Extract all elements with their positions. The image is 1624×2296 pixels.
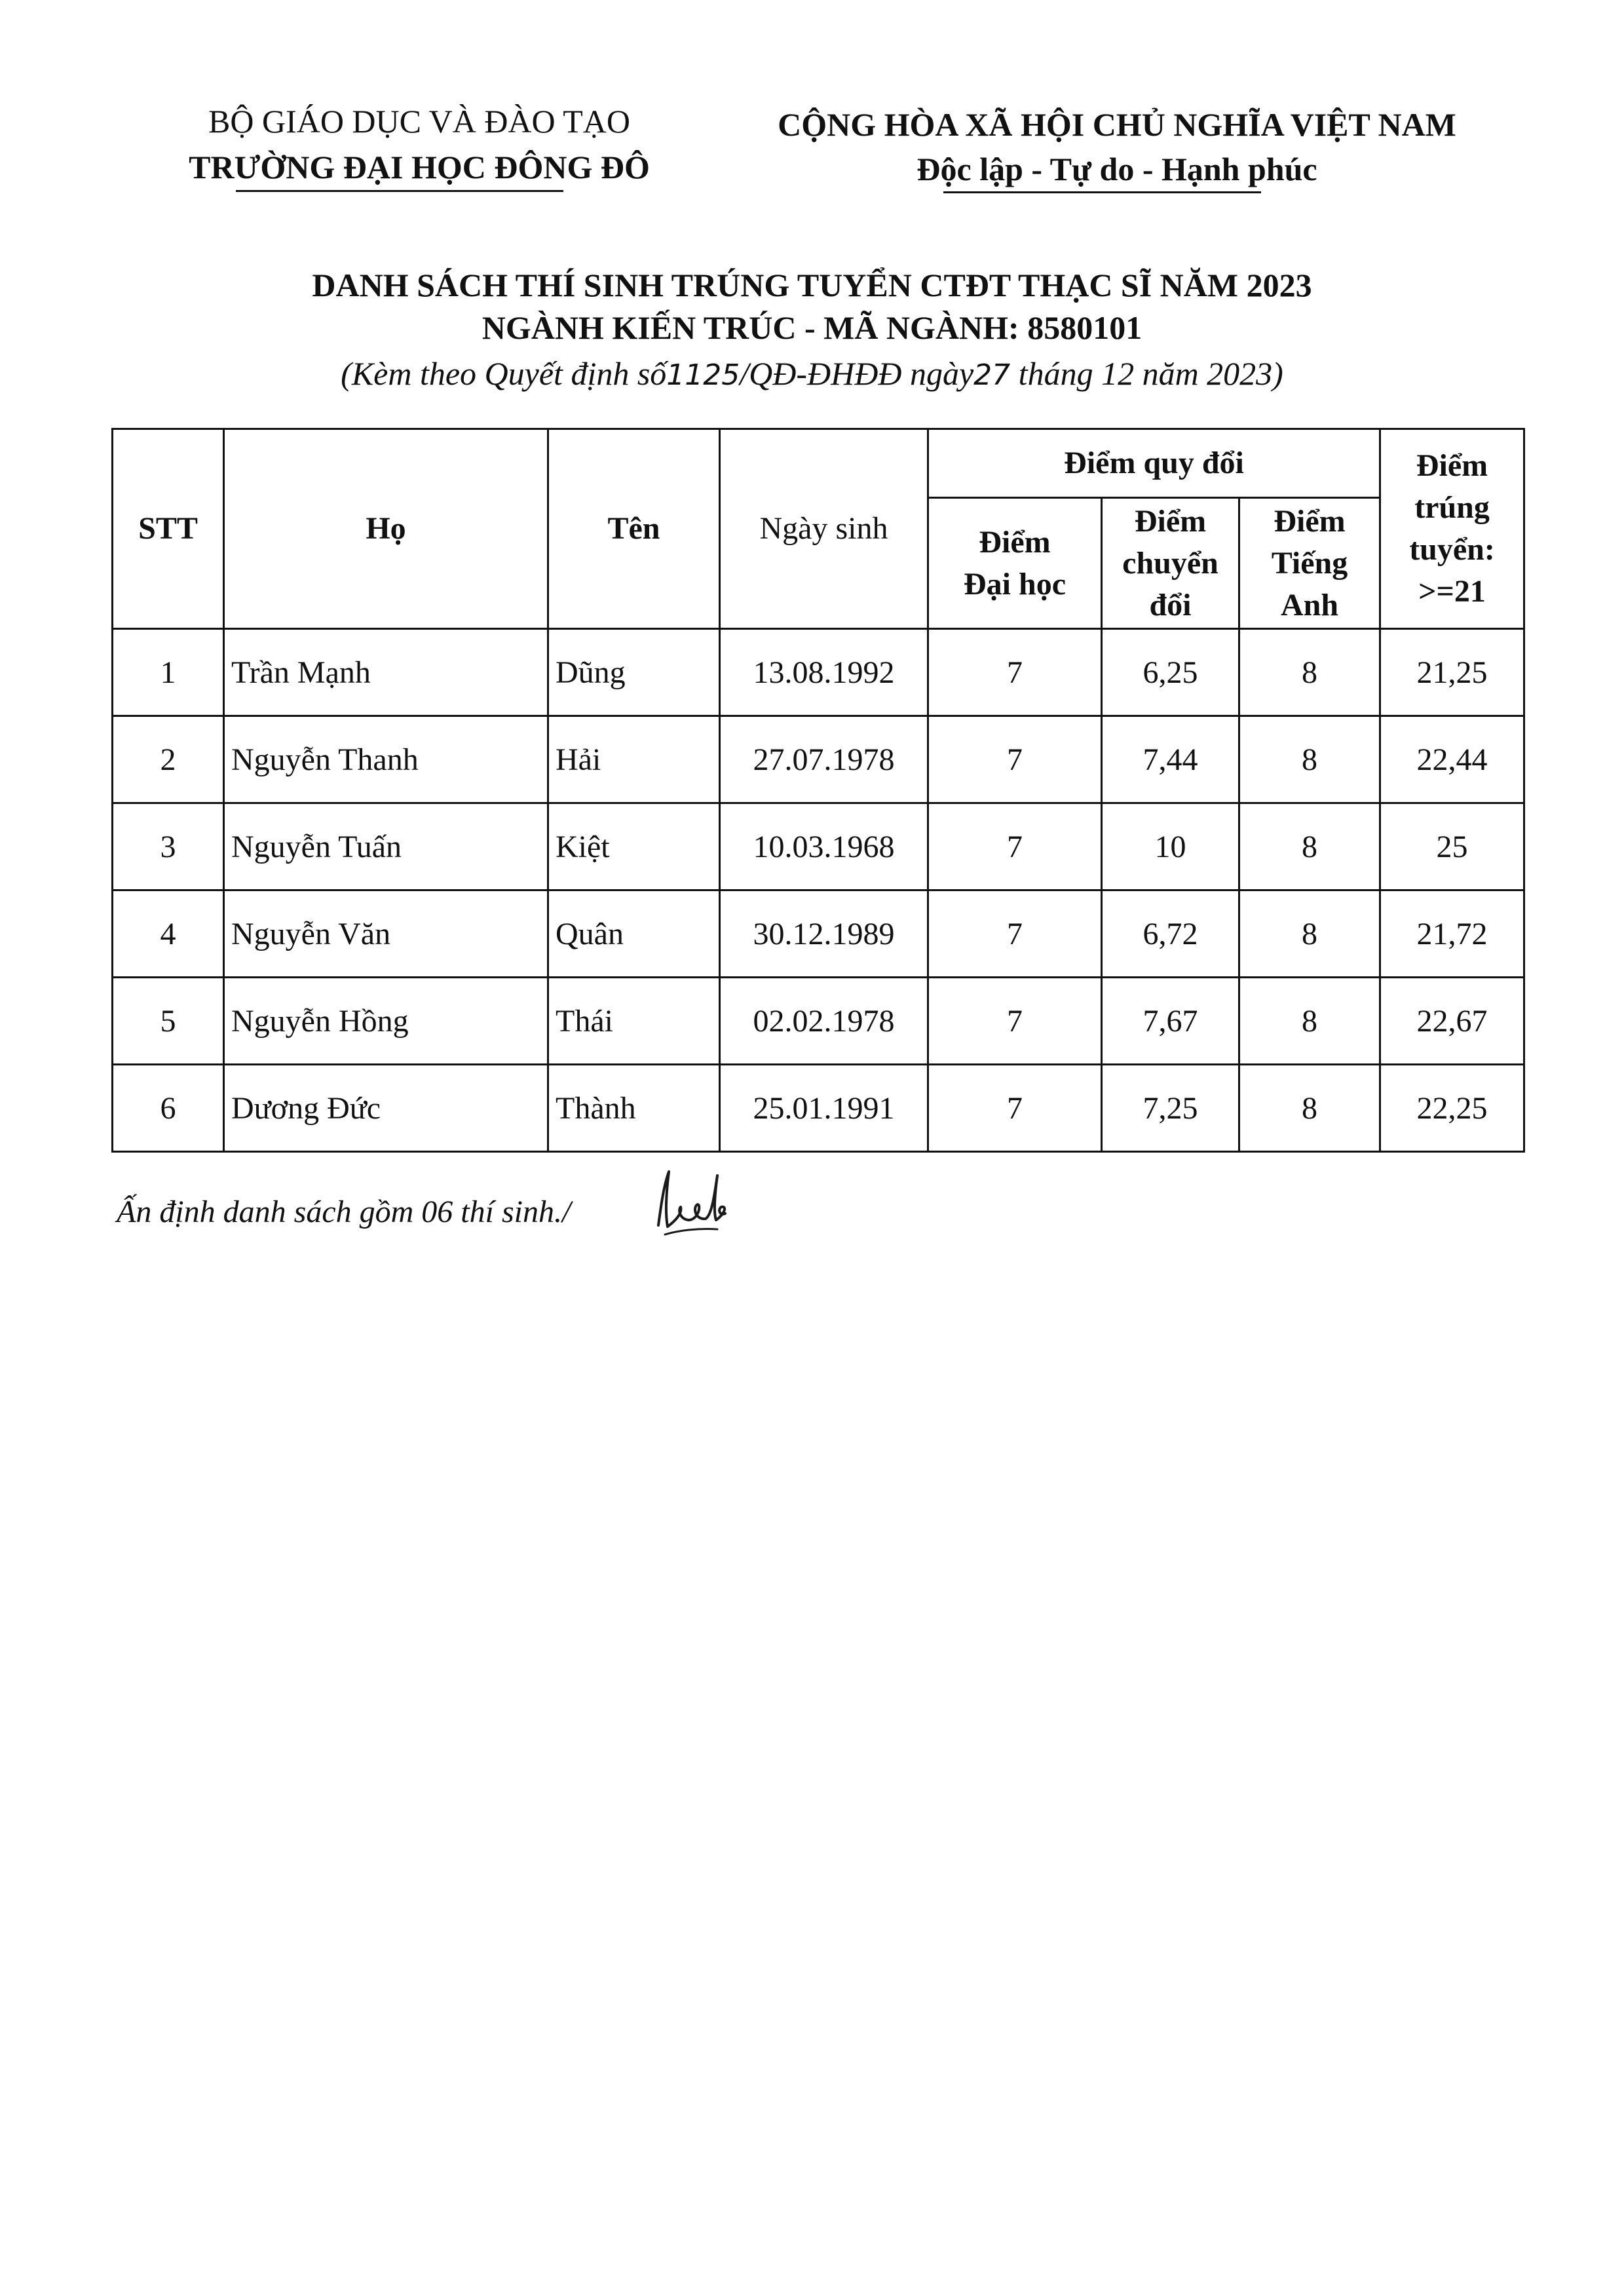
cell-ten: Quân: [548, 890, 720, 978]
header-diem-tieng-anh: Điểm Tiếng Anh: [1239, 498, 1380, 629]
country-name: CỘNG HÒA XÃ HỘI CHỦ NGHĨA VIỆT NAM: [778, 106, 1456, 143]
cell-ho: Nguyễn Tuấn: [224, 803, 548, 890]
cell-diem-trung-tuyen: 22,67: [1380, 978, 1524, 1065]
cell-diem-dai-hoc: 7: [928, 716, 1102, 803]
cell-diem-trung-tuyen: 25: [1380, 803, 1524, 890]
ministry-name: BỘ GIÁO DỤC VÀ ĐÀO TẠO: [208, 103, 630, 140]
cell-stt: 2: [113, 716, 224, 803]
header-ten: Tên: [548, 429, 720, 629]
cell-ngay-sinh: 13.08.1992: [720, 629, 928, 716]
document-title: DANH SÁCH THÍ SINH TRÚNG TUYỂN CTĐT THẠC SĨ NĂM 2023: [312, 267, 1312, 303]
university-underline: [236, 190, 563, 192]
cell-diem-chuyen-doi: 6,72: [1102, 890, 1239, 978]
cell-diem-tieng-anh: 8: [1239, 1065, 1380, 1152]
cell-ten: Hải: [548, 716, 720, 803]
cell-stt: 5: [113, 978, 224, 1065]
admission-table: [111, 428, 1525, 1153]
cell-ho: Nguyễn Thanh: [224, 716, 548, 803]
cell-diem-tieng-anh: 8: [1239, 978, 1380, 1065]
decision-number-handwritten: 1125: [666, 358, 740, 392]
cell-diem-tieng-anh: 8: [1239, 629, 1380, 716]
cell-stt: 4: [113, 890, 224, 978]
cell-diem-chuyen-doi: 7,25: [1102, 1065, 1239, 1152]
cell-diem-dai-hoc: 7: [928, 1065, 1102, 1152]
cell-stt: 1: [113, 629, 224, 716]
table-row: [113, 803, 1524, 890]
header-diem-quy-doi: Điểm quy đổi: [928, 429, 1380, 498]
cell-ngay-sinh: 10.03.1968: [720, 803, 928, 890]
decision-text-after: tháng 12 năm 2023): [1010, 355, 1283, 392]
table-row: [113, 629, 1524, 716]
decision-text-mid: /QĐ-ĐHĐĐ ngày: [740, 355, 974, 392]
cell-ten: Thái: [548, 978, 720, 1065]
cell-diem-dai-hoc: 7: [928, 629, 1102, 716]
document-subtitle: NGÀNH KIẾN TRÚC - MÃ NGÀNH: 8580101: [482, 309, 1142, 346]
cell-diem-trung-tuyen: 22,25: [1380, 1065, 1524, 1152]
cell-ho: Nguyễn Văn: [224, 890, 548, 978]
table-row: [113, 1065, 1524, 1152]
cell-diem-chuyen-doi: 10: [1102, 803, 1239, 890]
cell-ngay-sinh: 25.01.1991: [720, 1065, 928, 1152]
cell-diem-chuyen-doi: 7,67: [1102, 978, 1239, 1065]
cell-ngay-sinh: 27.07.1978: [720, 716, 928, 803]
handwritten-initials-icon: [652, 1166, 730, 1238]
header-ho: Họ: [224, 429, 548, 629]
cell-diem-trung-tuyen: 22,44: [1380, 716, 1524, 803]
table-row: [113, 716, 1524, 803]
motto-underline: [943, 191, 1261, 193]
cell-stt: 6: [113, 1065, 224, 1152]
header-ngay-sinh: Ngày sinh: [720, 429, 928, 629]
cell-diem-chuyen-doi: 6,25: [1102, 629, 1239, 716]
university-name: TRƯỜNG ĐẠI HỌC ĐÔNG ĐÔ: [189, 149, 650, 185]
cell-ngay-sinh: 02.02.1978: [720, 978, 928, 1065]
table-row: [113, 978, 1524, 1065]
cell-stt: 3: [113, 803, 224, 890]
national-motto: Độc lập - Tự do - Hạnh phúc: [916, 151, 1317, 187]
header-stt: STT: [113, 429, 224, 629]
cell-ten: Kiệt: [548, 803, 720, 890]
cell-diem-dai-hoc: 7: [928, 803, 1102, 890]
footer-note: Ấn định danh sách gồm 06 thí sinh./: [117, 1195, 571, 1229]
cell-diem-trung-tuyen: 21,25: [1380, 629, 1524, 716]
cell-ten: Thành: [548, 1065, 720, 1152]
cell-ho: Trần Mạnh: [224, 629, 548, 716]
cell-ten: Dũng: [548, 629, 720, 716]
cell-diem-dai-hoc: 7: [928, 978, 1102, 1065]
cell-diem-tieng-anh: 8: [1239, 890, 1380, 978]
table-row: [113, 890, 1524, 978]
cell-ho: Nguyễn Hồng: [224, 978, 548, 1065]
cell-diem-tieng-anh: 8: [1239, 803, 1380, 890]
cell-ho: Dương Đức: [224, 1065, 548, 1152]
cell-diem-tieng-anh: 8: [1239, 716, 1380, 803]
decision-reference: [0, 354, 1624, 395]
table-body: [113, 629, 1524, 1152]
cell-ngay-sinh: 30.12.1989: [720, 890, 928, 978]
header-diem-dai-hoc: Điểm Đại học: [928, 498, 1102, 629]
cell-diem-chuyen-doi: 7,44: [1102, 716, 1239, 803]
header-diem-chuyen-doi: Điểm chuyển đổi: [1102, 498, 1239, 629]
header-diem-trung-tuyen: Điểm trúng tuyển: >=21: [1380, 429, 1524, 629]
decision-day-handwritten: 27: [973, 358, 1011, 392]
cell-diem-trung-tuyen: 21,72: [1380, 890, 1524, 978]
cell-diem-dai-hoc: 7: [928, 890, 1102, 978]
decision-text-before: (Kèm theo Quyết định số: [341, 355, 667, 392]
